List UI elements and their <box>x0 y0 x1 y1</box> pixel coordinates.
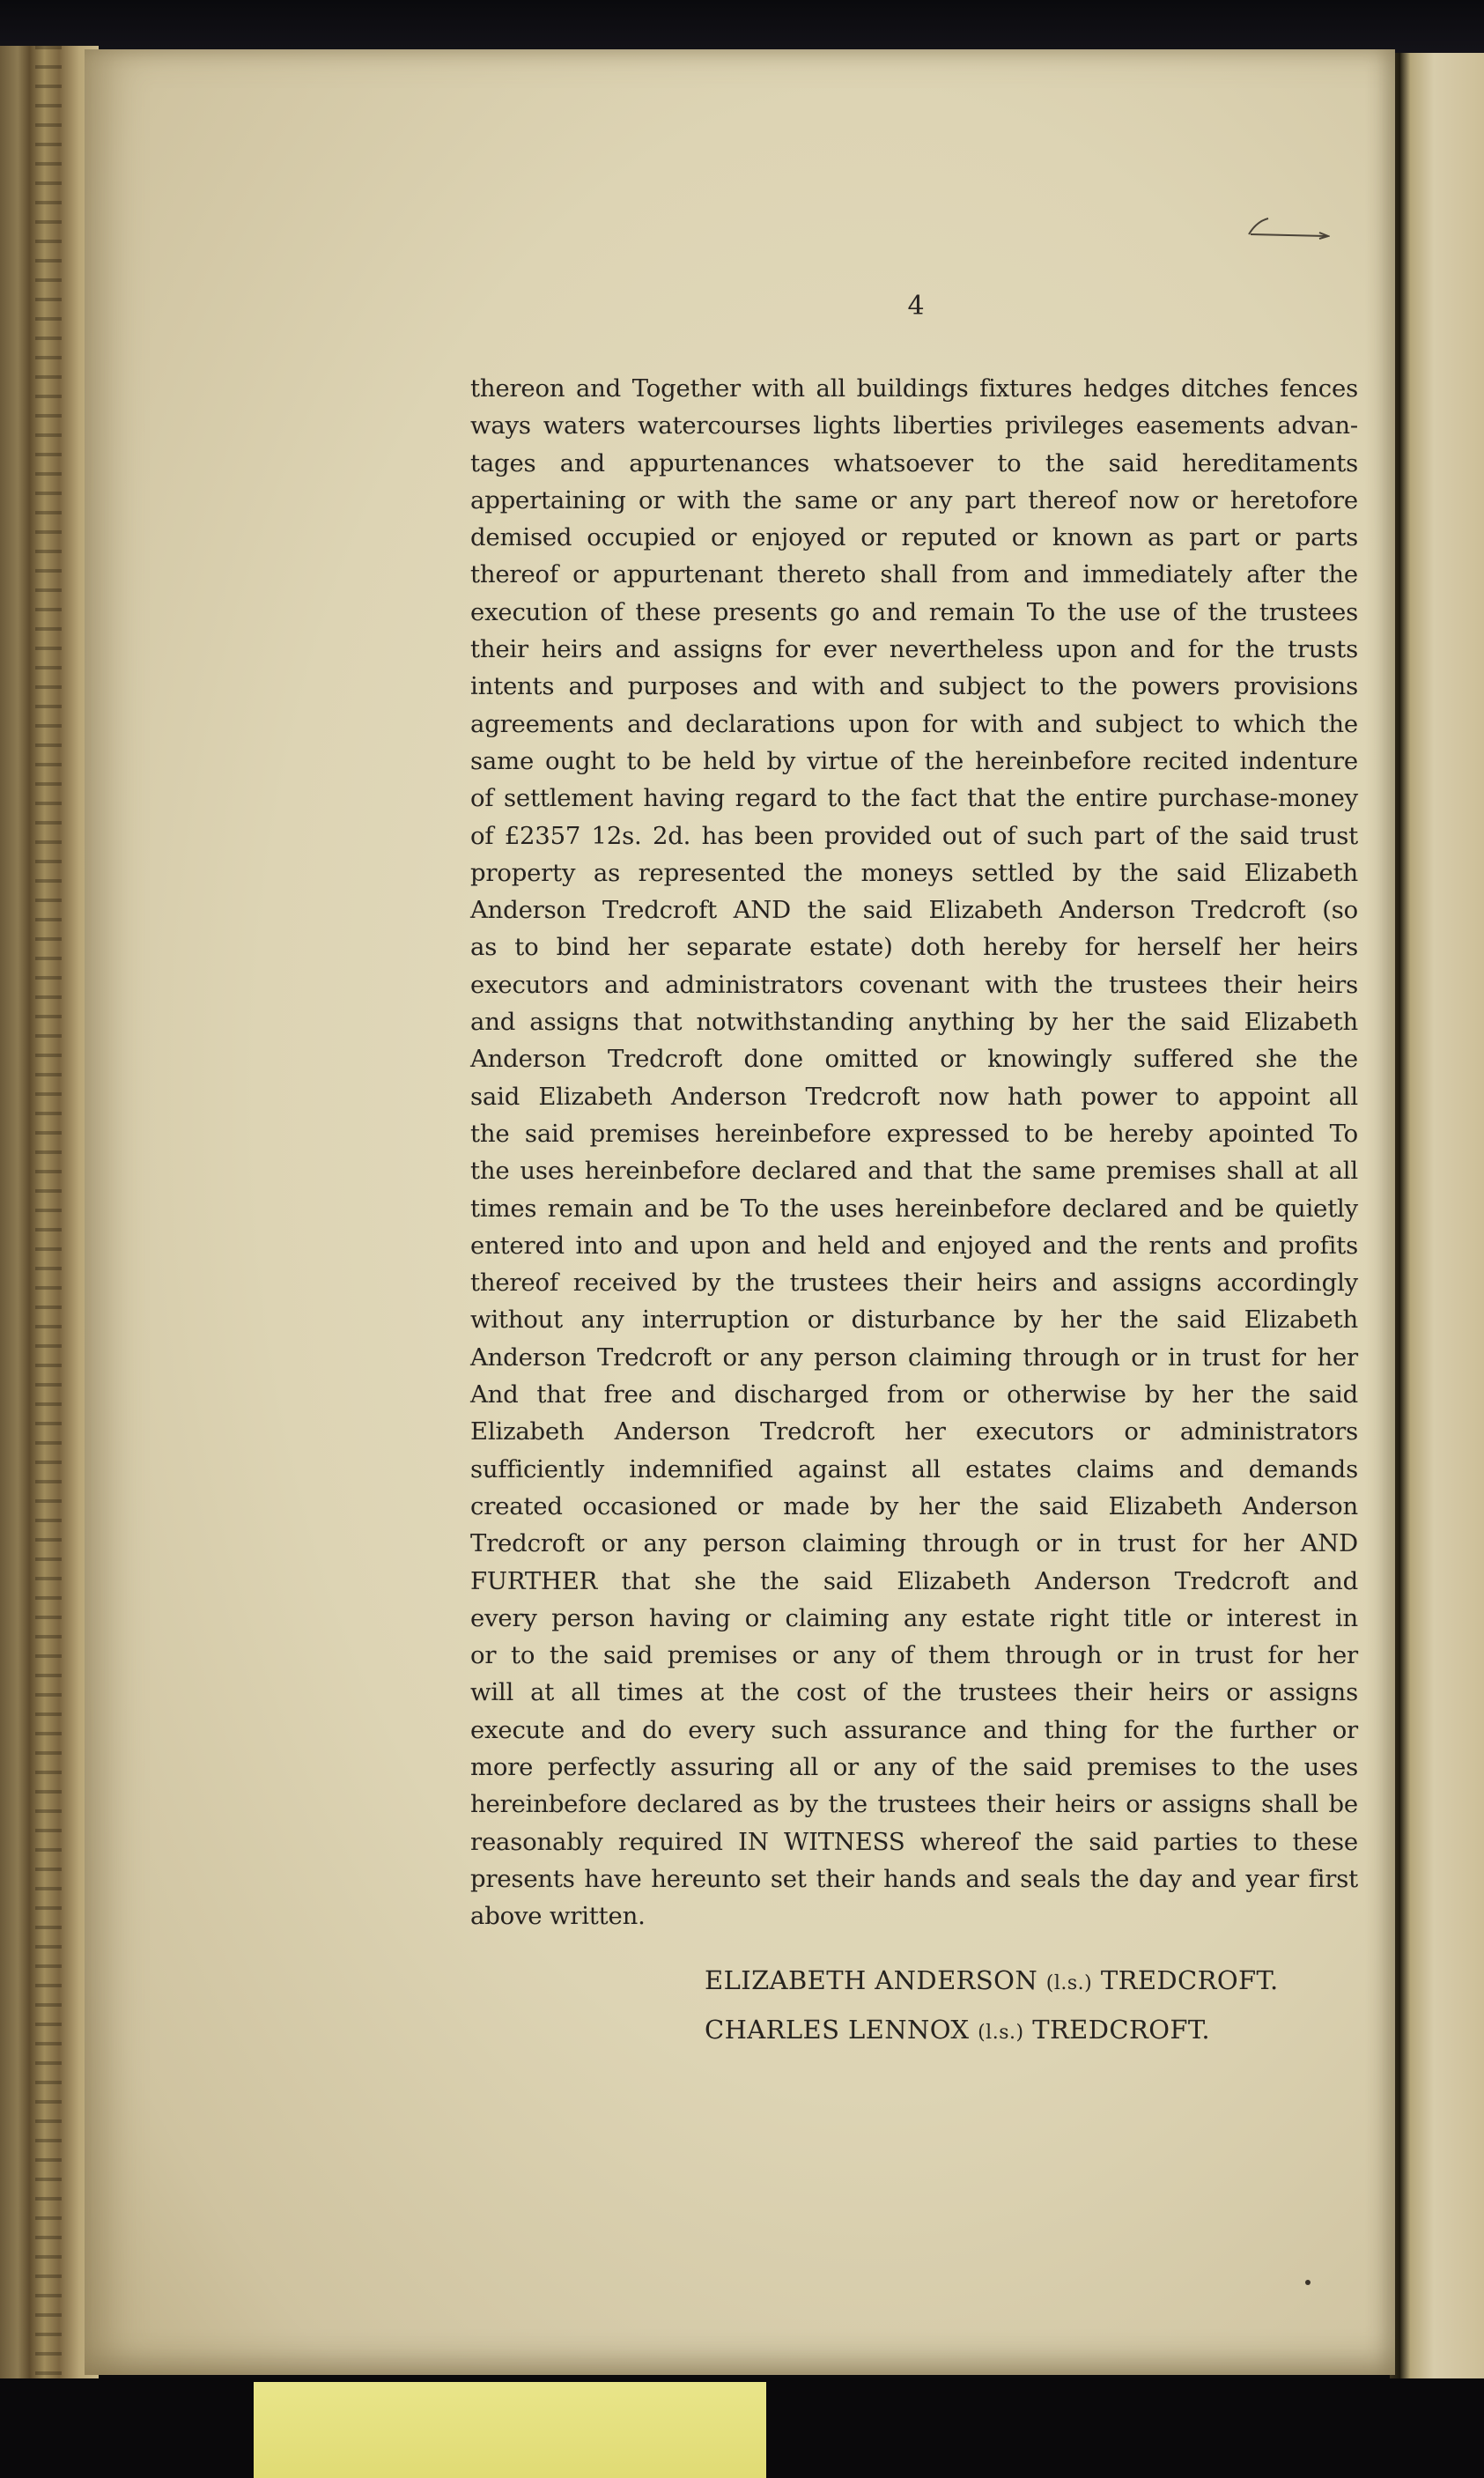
body-line: And that free and discharged from or otherwise by her the said <box>470 1380 1358 1409</box>
body-line: above written. <box>470 1902 646 1931</box>
seal-mark: (l.s.) <box>1045 1972 1093 1994</box>
body-line: and assigns that notwithstanding anything by her the said Elizabeth <box>470 1008 1358 1037</box>
body-line: execution of these presents go and remain To the use of the trustees <box>470 597 1358 626</box>
body-line: or to the said premises or any of them through or in trust for her <box>470 1641 1358 1670</box>
signatory-name: CHARLES LENNOX <box>705 2015 970 2045</box>
body-line: demised occupied or enjoyed or reputed or known as part or parts <box>470 523 1358 552</box>
signature-block <box>705 1957 1374 2056</box>
body-line: of £2357 12s. 2d. has been provided out of such part of the said trust <box>470 821 1358 850</box>
body-line: Tredcroft or any person claiming through or in trust for her AND <box>470 1529 1358 1558</box>
body-line: Anderson Tredcroft or any person claiming through or in trust for her <box>470 1343 1358 1372</box>
body-line: said Elizabeth Anderson Tredcroft now hath power to appoint all <box>470 1082 1358 1111</box>
body-line: executors and administrators covenant with the trustees their heirs <box>470 970 1358 999</box>
body-line: presents have hereunto set their hands and seals the day and year first <box>470 1864 1358 1893</box>
body-line: property as represented the moneys settled by the said Elizabeth <box>470 858 1358 887</box>
body-line: thereof or appurtenant thereto shall from and immediately after the <box>470 560 1358 589</box>
ink-speck <box>1305 2280 1310 2285</box>
body-line: their heirs and assigns for ever nevertheless upon and for the trusts <box>470 635 1358 664</box>
body-line: entered into and upon and held and enjoyed and the rents and profits <box>470 1231 1358 1260</box>
body-line: every person having or claiming any estate right title or interest in <box>470 1603 1358 1632</box>
yellow-paper-tab <box>254 2382 766 2478</box>
body-text <box>470 370 1358 1934</box>
body-line: as to bind her separate estate) doth hereby for herself her heirs <box>470 933 1358 962</box>
body-line: will at all times at the cost of the trustees their heirs or assigns <box>470 1678 1358 1707</box>
body-line: the said premises hereinbefore expressed to be hereby apointed To <box>470 1119 1358 1148</box>
body-line: appertaining or with the same or any part thereof now or heretofore <box>470 485 1358 514</box>
body-line: Elizabeth Anderson Tredcroft her executors or administrators <box>470 1417 1358 1446</box>
signature-line-1 <box>705 1957 1374 2007</box>
seal-mark: (l.s.) <box>978 2022 1024 2044</box>
body-line: thereon and Together with all buildings fixtures hedges ditches fences <box>470 374 1358 403</box>
body-line: reasonably required IN WITNESS whereof the said parties to these <box>470 1827 1358 1856</box>
body-line: agreements and declarations upon for with and subject to which the <box>470 709 1358 738</box>
body-line: ways waters watercourses lights liberties privileges easements advan- <box>470 411 1358 440</box>
signatory-name: ELIZABETH ANDERSON <box>705 1965 1038 1995</box>
body-line: times remain and be To the uses hereinbefore declared and be quietly <box>470 1194 1358 1223</box>
body-line: of settlement having regard to the fact that the entire purchase-money <box>470 784 1358 813</box>
body-line: without any interruption or disturbance by her the said Elizabeth <box>470 1306 1358 1335</box>
signatory-surname: TREDCROFT. <box>1100 1965 1279 1995</box>
body-line: Anderson Tredcroft done omitted or knowingly suffered she the <box>470 1045 1358 1074</box>
body-line: intents and purposes and with and subject to the powers provisions <box>470 672 1358 701</box>
body-line: sufficiently indemnified against all estates claims and demands <box>470 1454 1358 1483</box>
body-line: tages and appurtenances whatsoever to the said hereditaments <box>470 448 1358 477</box>
facing-page-edge <box>1400 53 1484 2387</box>
body-line: thereof received by the trustees their heirs and assigns accordingly <box>470 1269 1358 1298</box>
body-line: execute and do every such assurance and thing for the further or <box>470 1715 1358 1744</box>
pen-mark-icon <box>1242 208 1330 243</box>
body-line: FURTHER that she the said Elizabeth Anderson Tredcroft and <box>470 1566 1358 1595</box>
body-line: the uses hereinbefore declared and that the same premises shall at all <box>470 1157 1358 1186</box>
signature-line-2 <box>705 2007 1374 2056</box>
signatory-surname: TREDCROFT. <box>1032 2015 1211 2045</box>
body-line: Anderson Tredcroft AND the said Elizabeth Anderson Tredcroft (so <box>470 896 1358 925</box>
body-line: same ought to be held by virtue of the hereinbefore recited indenture <box>470 746 1358 775</box>
body-line: more perfectly assuring all or any of the said premises to the uses <box>470 1752 1358 1781</box>
body-line: created occasioned or made by her the said Elizabeth Anderson <box>470 1491 1358 1520</box>
page-number: 4 <box>907 291 925 322</box>
body-line: hereinbefore declared as by the trustees their heirs or assigns shall be <box>470 1790 1358 1819</box>
